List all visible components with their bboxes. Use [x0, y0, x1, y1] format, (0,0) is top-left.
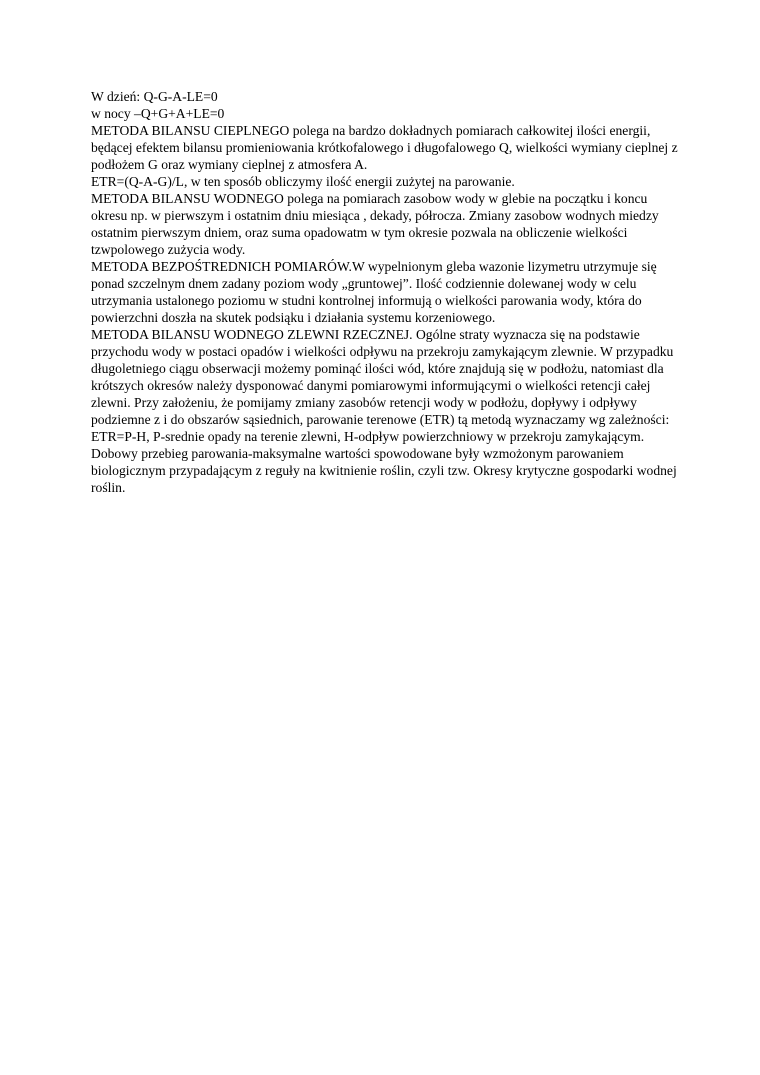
paragraph-etr-formula: ETR=(Q-A-G)/L, w ten sposób obliczymy ilość energii zużytej na parowanie.	[91, 174, 515, 189]
paragraph-water-balance-method: METODA BILANSU WODNEGO polega na pomiarach zasobow wody w glebie na początku i koncu okresu np. w pierwszym i ostatnim dniu miesiąca , dekady, półrocza. Zmiany zasobow wodnych miedzy ostatnim pierwszym dniem, oraz suma opadowatm w tym okresie pozwala na obliczenie wielkości tzwpolowego zużycia wody.	[91, 191, 659, 257]
paragraph-direct-measurement-method: METODA BEZPOŚTREDNICH POMIARÓW.W wypelnionym gleba wazonie lizymetru utrzymuje się ponad szczelnym dnem zadany poziom wody „gruntowej”. Ilość codziennie dolewanej wody w celu utrzymania ustalonego poziomu w studni kontrolnej informują o wielkości parowania wody, która do powierzchni doszła na skutek podsiąku i działania systemu korzeniowego.	[91, 259, 657, 325]
paragraph-river-basin-method: METODA BILANSU WODNEGO ZLEWNI RZECZNEJ. Ogólne straty wyznacza się na podstawie przychodu wody w postaci opadów i wielkości odpływu na przekroju zamykającym zlewnie. W przypadku długoletniego ciągu obserwacji możemy pominąć ilości wód, które znajdują się w podłożu, natomiast dla krótszych okresów należy dysponować danymi pomiarowymi informującymi o wielkości retencji całej zlewni. Przy założeniu, że pomijamy zmiany zasobów retencji wody w podłożu, dopływy i odpływy podziemne z i do obszarów sąsiednich, parowanie terenowe (ETR) tą metodą wyznaczamy wg zależności: ETR=P-H, P-srednie opady na terenie zlewni, H-odpływ powierzchniowy w przekroju zamykającym.	[91, 327, 674, 444]
equation-night: w nocy –Q+G+A+LE=0	[91, 106, 225, 121]
paragraph-daily-evaporation: Dobowy przebieg parowania-maksymalne wartości spowodowane były wzmożonym parowaniem biologicznym przypadającym z reguły na kwitnienie roślin, czyli tzw. Okresy krytyczne gospodarki wodnej roślin.	[91, 446, 677, 495]
equation-day: W dzień: Q-G-A-LE=0	[91, 89, 218, 104]
document-body	[91, 88, 681, 496]
paragraph-heat-balance-method: METODA BILANSU CIEPLNEGO polega na bardzo dokładnych pomiarach całkowitej ilości energii, będącej efektem bilansu promieniowania krótkofalowego i długofalowego Q, wielkości wymiany cieplnej z podłożem G oraz wymiany cieplnej z atmosfera A.	[91, 123, 678, 172]
